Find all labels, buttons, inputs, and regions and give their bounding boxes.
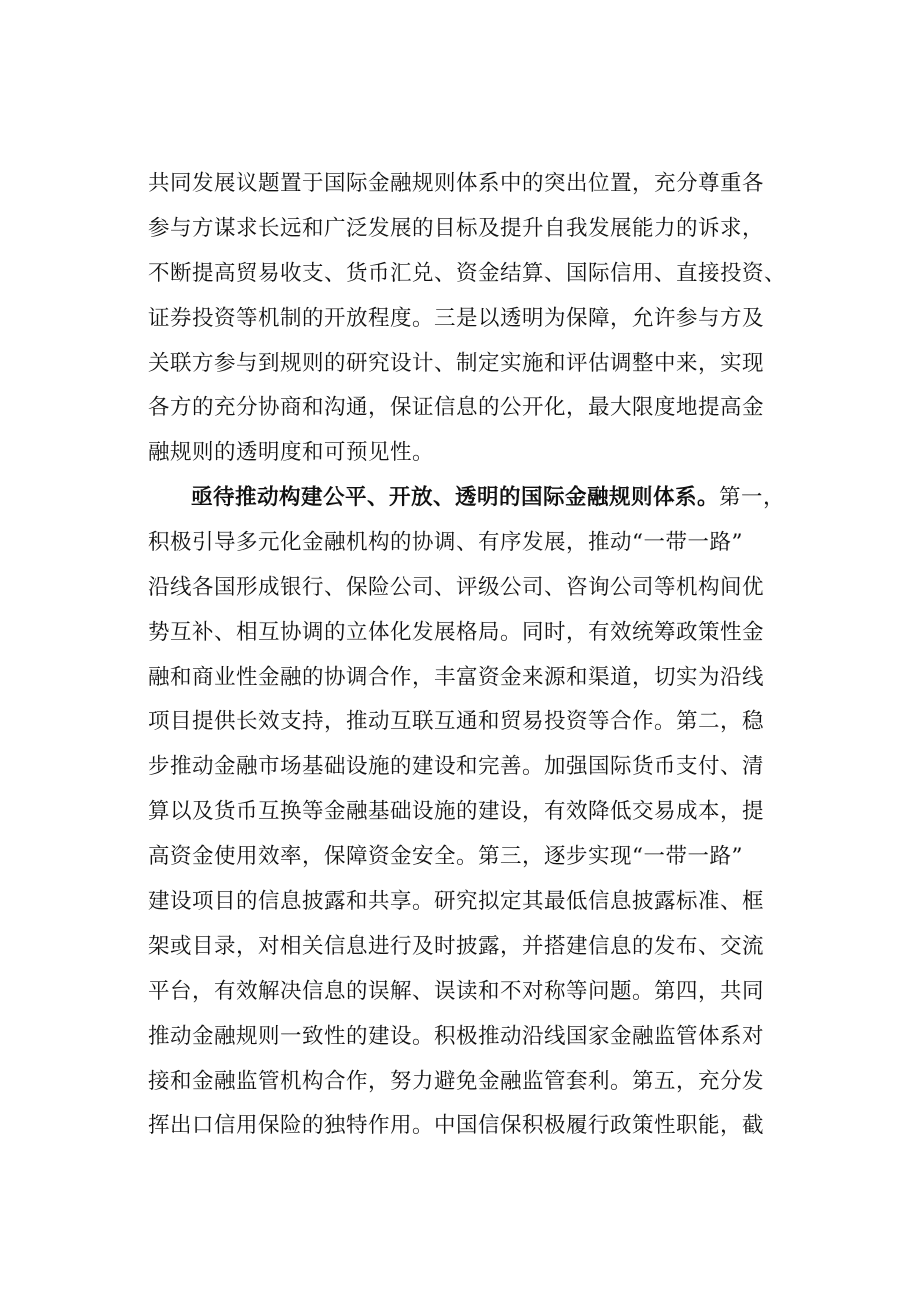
paragraph-2-line: 算以及货币互换等金融基础设施的建设，有效降低交易成本，提: [148, 799, 765, 825]
paragraph-2-line: 高资金使用效率，保障资金安全。第三，逐步实现“一带一路”: [148, 844, 743, 870]
paragraph-2-line: 架或目录，对相关信息进行及时披露，并搭建信息的发布、交流: [148, 933, 765, 959]
paragraph-1: [148, 162, 808, 476]
paragraph-2-line: 推动金融规则一致性的建设。积极推动沿线国家金融监管体系对: [148, 1023, 765, 1049]
paragraph-2: [148, 476, 808, 1149]
paragraph-1-line: 不断提高贸易收支、货币汇兑、资金结算、国际信用、直接投资、: [148, 260, 787, 286]
paragraph-2-first-line-rest: 第一，: [719, 485, 786, 510]
section-heading: 亟待推动构建公平、开放、透明的国际金融规则体系。: [191, 485, 720, 510]
paragraph-1-line: 参与方谋求长远和广泛发展的目标及提升自我发展能力的诉求，: [148, 215, 765, 241]
paragraph-2-line: 积极引导多元化金融机构的协调、有序发展，推动“一带一路”: [148, 529, 743, 555]
paragraph-2-line: 接和金融监管机构合作，努力避免金融监管套利。第五，充分发: [148, 1068, 765, 1094]
paragraph-2-line: 融和商业性金融的协调合作，丰富资金来源和渠道，切实为沿线: [148, 664, 765, 690]
paragraph-1-line: 融规则的透明度和可预见性。: [148, 440, 435, 466]
paragraph-1-line: 各方的充分协商和沟通，保证信息的公开化，最大限度地提高金: [148, 395, 765, 421]
paragraph-2-line: 项目提供长效支持，推动互联互通和贸易投资等合作。第二，稳: [148, 709, 765, 735]
paragraph-2-first-line: [148, 476, 808, 521]
paragraph-2-line: 步推动金融市场基础设施的建设和完善。加强国际货币支付、清: [148, 754, 765, 780]
paragraph-2-line: 挥出口信用保险的独特作用。中国信保积极履行政策性职能，截: [148, 1113, 765, 1139]
paragraph-1-line: 证券投资等机制的开放程度。三是以透明为保障，允许参与方及: [148, 305, 765, 331]
paragraph-1-line: 关联方参与到规则的研究设计、制定实施和评估调整中来，实现: [148, 350, 765, 376]
paragraph-1-line: 共同发展议题置于国际金融规则体系中的突出位置，充分尊重各: [148, 171, 765, 196]
paragraph-2-line: 平台，有效解决信息的误解、误读和不对称等问题。第四，共同: [148, 978, 765, 1004]
paragraph-2-line: 沿线各国形成银行、保险公司、评级公司、咨询公司等机构间优: [148, 574, 765, 600]
paragraph-2-line: 建设项目的信息披露和共享。研究拟定其最低信息披露标准、框: [148, 889, 765, 915]
paragraph-2-line: 势互补、相互协调的立体化发展格局。同时，有效统筹政策性金: [148, 619, 765, 645]
